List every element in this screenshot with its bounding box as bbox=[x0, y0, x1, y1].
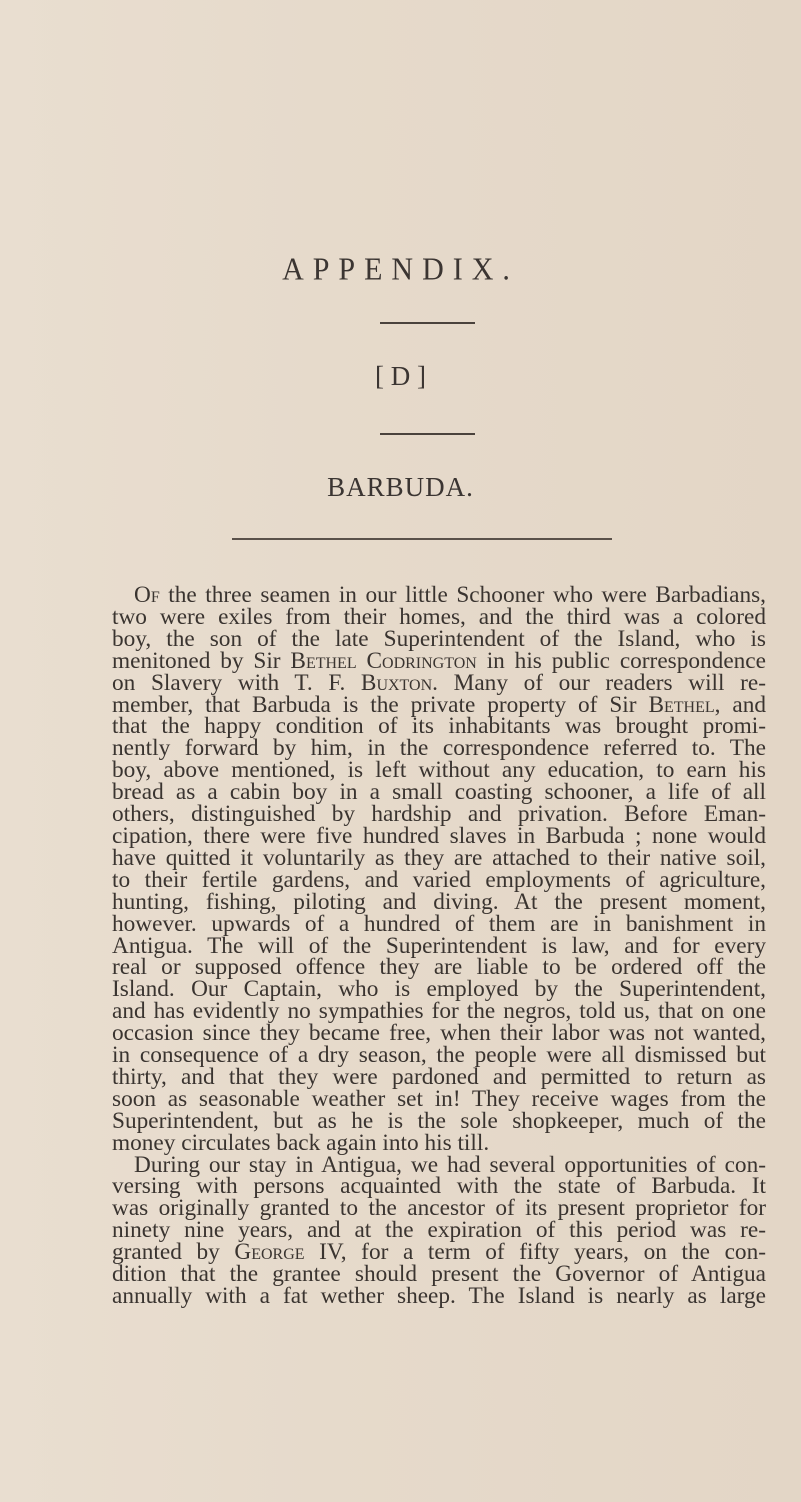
divider-rule-top bbox=[380, 322, 475, 324]
text-line: bread as a cabin boy in a small coasting schooner, a life of all bbox=[112, 779, 766, 806]
text-line: and has evidently no sympathies for the negros, told us, that on one bbox=[112, 998, 766, 1025]
text-line: two were exiles from their homes, and the third was a colored bbox=[112, 603, 766, 630]
text-line: have quitted it voluntarily as they are attached to their native soil, bbox=[112, 844, 766, 871]
text-line: versing with persons acquainted with the state of Barbuda. It bbox=[112, 1173, 766, 1200]
text-line: hunting, fishing, piloting and diving. At the present moment, bbox=[112, 888, 766, 915]
section-title: BARBUDA. bbox=[327, 472, 474, 502]
text-line: granted by George IV, for a term of fifty years, on the con- bbox=[112, 1239, 766, 1266]
appendix-heading: APPENDIX. bbox=[282, 252, 519, 287]
text-line: soon as seasonable weather set in! They receive wages from the bbox=[112, 1085, 766, 1112]
divider-rule-long bbox=[232, 538, 612, 540]
text-line: on Slavery with T. F. Buxton. Many of our readers will re- bbox=[112, 669, 766, 696]
text-line: in consequence of a dry season, the people were all dismissed but bbox=[112, 1042, 766, 1069]
text-line: that the happy condition of its inhabitants was brought promi- bbox=[112, 713, 766, 740]
text-line: menitoned by Sir Bethel Codrington in his public correspondence bbox=[112, 647, 766, 674]
text-line: boy, the son of the late Superintendent of the Island, who is bbox=[112, 625, 766, 652]
text-line: Island. Our Captain, who is employed by the Superintendent, bbox=[112, 976, 766, 1003]
text-line: During our stay in Antigua, we had several opportunities of con- bbox=[134, 1151, 766, 1178]
text-line: dition that the grantee should present the Governor of Antigua bbox=[112, 1261, 766, 1288]
text-line: boy, above mentioned, is left without any education, to earn his bbox=[112, 757, 766, 784]
text-line: nently forward by him, in the correspondence referred to. The bbox=[112, 735, 766, 762]
body-text bbox=[112, 582, 766, 1309]
text-line: Antigua. The will of the Superintendent is law, and for every bbox=[112, 932, 766, 959]
text-line: real or supposed offence they are liable to be ordered off the bbox=[112, 954, 766, 981]
text-line: Superintendent, but as he is the sole shopkeeper, much of the bbox=[112, 1107, 766, 1134]
text-line: however. upwards of a hundred of them are in banishment in bbox=[112, 910, 766, 937]
text-line: cipation, there were five hundred slaves in Barbuda ; none would bbox=[112, 822, 766, 849]
text-line: occasion since they became free, when their labor was not wanted, bbox=[112, 1020, 766, 1047]
text-line: member, that Barbuda is the private property of Sir Bethel, and bbox=[112, 691, 766, 718]
divider-rule-middle bbox=[380, 433, 475, 435]
text-line: ninety nine years, and at the expiration of this period was re- bbox=[112, 1217, 766, 1244]
paragraph-1 bbox=[112, 582, 766, 1156]
text-line: annually with a fat wether sheep. The Island is nearly as large bbox=[112, 1283, 766, 1309]
text-line: others, distinguished by hardship and privation. Before Eman- bbox=[112, 801, 766, 828]
text-line: Of the three seamen in our little Schooner who were Barbadians, bbox=[134, 582, 766, 608]
text-line: thirty, and that they were pardoned and permitted to return as bbox=[112, 1063, 766, 1090]
paragraph-2 bbox=[112, 1151, 766, 1309]
text-line: to their fertile gardens, and varied employments of agriculture, bbox=[112, 866, 766, 893]
text-line: was originally granted to the ancestor of its present proprietor for bbox=[112, 1195, 766, 1222]
section-label: [ D ] bbox=[375, 361, 426, 391]
text-line: money circulates back again into his till. bbox=[112, 1129, 490, 1156]
